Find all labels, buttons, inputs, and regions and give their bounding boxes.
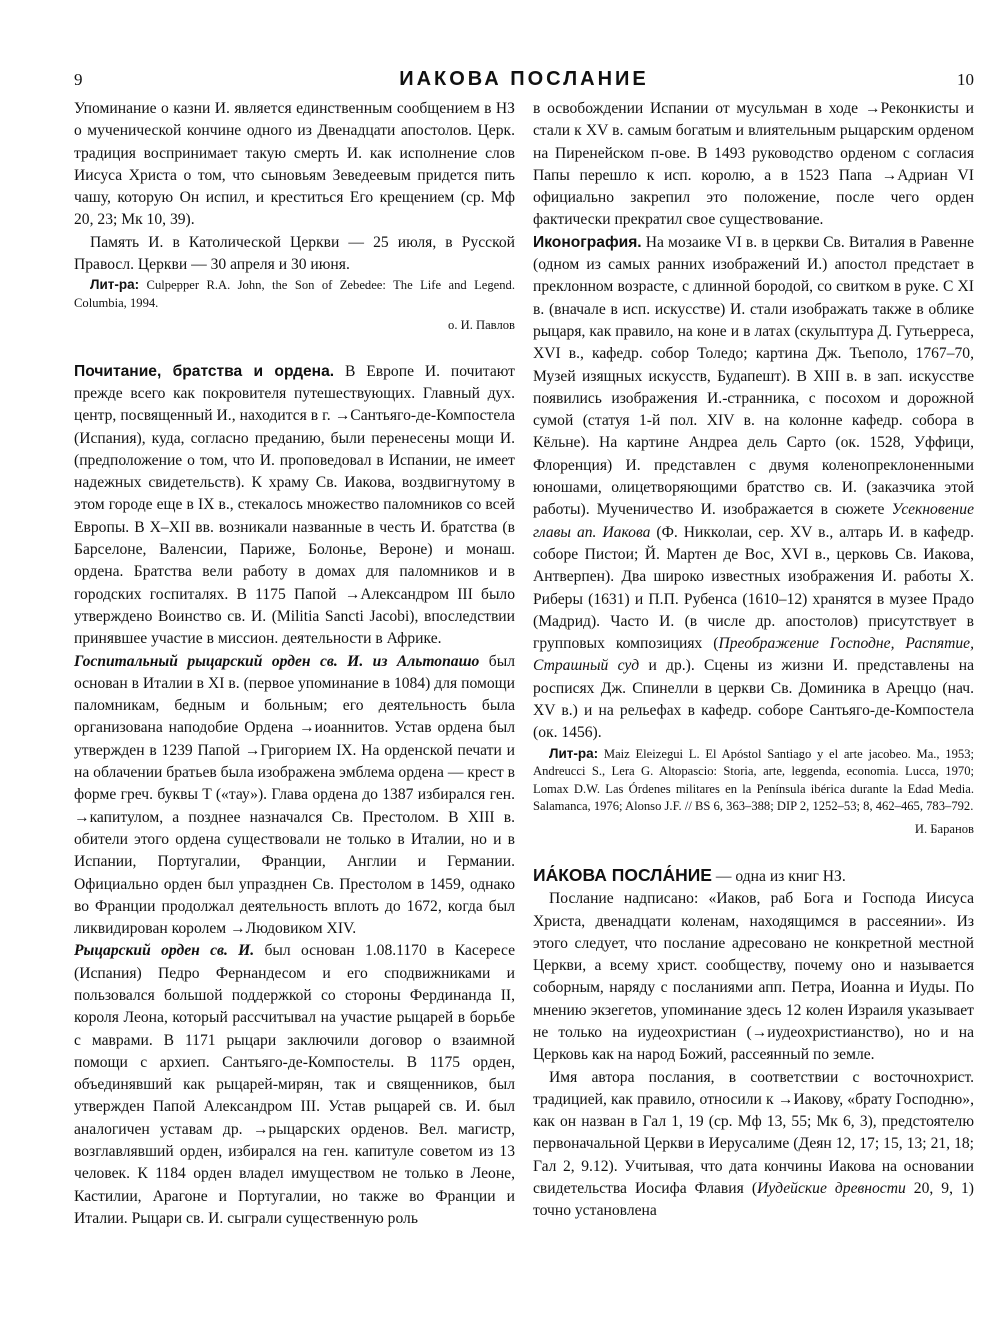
author-signature: И. Баранов (914, 821, 974, 836)
subsection-paragraph (74, 940, 515, 1230)
left-column (74, 98, 515, 1230)
bibliography (533, 745, 974, 816)
page-number-right: 10 (957, 70, 974, 89)
section-paragraph (533, 232, 974, 745)
paragraph-text: В Европе И. почитают прежде всего как покровителя путешествующих. Главный дух. центр, посвященный И., находится в г. →Сантьяго-де-Компостела (Испания), куда, согласно преданию, были перенесены мощи И. (предположение о том, что И. проповедовал в Испании, не имеет надежных свидетельств). К храму Св. Иакова, воздвигнутому в этом городе еще в IX в., стекалось множество паломников со всей Европы. В X–XII вв. возникали названные в честь И. братства (в Барселоне, Валенсии, Париже, Болонье, Вероне) и монаш. ордена. Братства вели работу в домах для паломников и в городских госпиталях. В 1175 Папой →Александром III было утверждено Воинство св. И. (Militia Sancti Jacobi), впоследствии принявшее участие в миссион. деятельности в Африке. (74, 362, 516, 648)
paragraph-text: На мозаике VI в. в церкви Св. Виталия в Равенне (одном из самых ранних изображений И.) апостол предстает в преклонном возрасте, с длинной бородой, со свитком в руке. С XI в. (вначале в исп. искусстве) И. стали изображать также в облике рыцаря, как правило, на коне и в латах (скульптура Д. Гутьерреса, XVI в., кафедр. собор Толедо; картина Дж. Тьеполо, 1767–70, Музей изящных искусств, Будапешт). В XIII в. в зап. искусстве появились изображения И.-странника, с посохом и дорожной сумой (статуя 1-й пол. XIV в. на колонне кафедр. собора в Кёльне). На картине Андреа дель Сарто (ок. 1528, Уффици, Флоренция) И. представлен с двумя коленопреклоненными юношами, олицетворяющими братство св. И. (заказчика этой работы). Мученичество И. изображается в сюжете (533, 233, 974, 519)
book-title: Иудейские древности (757, 1180, 906, 1198)
entry-paragraph (533, 864, 974, 888)
bibliography-text: Culpepper R.A. John, the Son of Zebedee: The Life and Legend. Columbia, 1994. (74, 278, 515, 310)
section-heading: Почитание, братства и ордена. (74, 362, 335, 380)
subsection-heading: Рыцарский орден св. И. (74, 942, 255, 960)
paragraph: Память И. в Католической Церкви — 25 июля, в Русской Правосл. Церкви — 30 апреля и 30 июня. (74, 233, 515, 274)
subsection-paragraph (74, 651, 515, 941)
paragraph-text: 20, 9, 1) точно установлена (533, 1180, 974, 1220)
right-column (533, 98, 974, 1223)
bibliography-label: Лит-ра: (90, 277, 140, 293)
paragraph: в освобождении Испании от мусульман в ходе →Реконкисты и стали к XV в. самым богатым и влиятельным рыцарским орденом на Пиренейском п-ове. В 1493 руководство орденом с согласия Папы перешло к исп. королю, а в 1523 Папа →Адриан VI официально закрепил это положение, после чего орден фактически прекратил свое существование. (533, 100, 974, 229)
artwork-title: Усекновение главы ап. Иакова (533, 501, 974, 541)
author-signature: о. И. Павлов (448, 318, 515, 333)
paragraph-text: был основан 1.08.1170 в Касересе (Испания) Педро Фернандесом и его сподвижниками и пользовался большой поддержкой со стороны Фердинанда II, короля Леона, который рассчитывал на участие рыцарей в борьбе с маврами. В 1171 рыцари заключили договор о взаимной помощи с архиеп. Сантьяго-де-Компостелы. В 1175 орден, объединявший как рыцарей-мирян, так и священников, был утвержден Папой Александром III. Устав рыцарей св. И. был аналогичен уставам др. →рыцарских орденов. Вел. магистр, возглавлявший орден, избирался на ген. капитуле советом из 13 человек. К 1184 орден владел имуществом не только в Леоне, Кастилии, Арагоне и Португалии, но также во Франции и Италии. Рыцари св. И. сыграли существенную роль (74, 942, 516, 1227)
entry-heading: ИА́КОВА ПОСЛА́НИЕ (533, 864, 712, 885)
paragraph: Упоминание о казни И. является единственным сообщением в НЗ о мученической кончине одного из Двенадцати апостолов. Церк. традиция воспринимает такую смерть И. как исполнение слов Иисуса Христа о том, что сыновьям Зеведеевым придется пить чашу, которую Он испил, и креститься Его крещением (ср. Мф 20, 23; Мк 10, 39). (74, 100, 515, 229)
bibliography-label: Лит-ра: (549, 745, 599, 761)
page-number-left: 9 (74, 70, 83, 89)
bibliography (74, 276, 515, 312)
paragraph (533, 1067, 974, 1223)
entry-definition: — одна из книг НЗ. (711, 867, 846, 885)
running-title: ИАКОВА ПОСЛАНИЕ (399, 68, 649, 90)
artwork-title: Преображение Господне, Распятие, Страшный суд (533, 635, 974, 675)
subsection-heading: Госпитальный рыцарский орден св. И. из Альтопашо (74, 652, 480, 670)
paragraph: Послание надписано: «Иаков, раб Бога и Господа Иисуса Христа, двенадцати коленам, находящимся в рассеянии». Из этого следует, что послание адресовано не конкретной местной Церкви, а всему христ. сообществу, почему оно и называется соборным, наряду с посланиями апп. Петра, Иоанна и Иуды. По мнению экзегетов, упоминание здесь 12 колен Израиля указывает не только на иудеохристиан (→иудеохристианство), но и на Церковь как на народ Божий, рассеянный по земле. (533, 890, 974, 1064)
section-paragraph (74, 361, 515, 651)
paragraph-text: (Ф. Никколаи, сер. XV в., алтарь И. в кафедр. соборе Пистои; Й. Мартен де Вос, XVI в., церковь Св. Иакова, Антверпен). Два широко известных изображения И. работы Х. Риберы (1631) и П.П. Рубенса (1610–12) хранятся в музее Прадо (Мадрид). Часто И. (в числе др. апостолов) присутствует в групповых композициях ( (533, 523, 974, 653)
paragraph-text: Имя автора послания, в соответствии с восточнохрист. традицией, как правило, относили к →Иакову, «брату Господню», как он назван в Гал 1, 19 (ср. Мф 13, 55; Мк 6, 3), предстоятелю первоначальной Церкви в Иерусалиме (Деян 12, 17; 15, 13; 21, 18; Гал 2, 9.12). Учитывая, что дата кончины Иакова на основании свидетельства Иосифа Флавия ( (533, 1068, 974, 1198)
section-heading: Иконография. (533, 233, 642, 251)
section-spacer (533, 840, 974, 864)
page-header (74, 70, 974, 96)
paragraph-text: был основан в Италии в XI в. (первое упоминание в 1084) для помощи паломникам, бедным и больным; его деятельность была организована наподобие Ордена →иоаннитов. Устав ордена был утвержден в 1239 Папой →Григорием IX. На орденской печати и на облачении братьев была изображена эмблема ордена — крест в форме греч. буквы T («тау»). Глава ордена до 1387 избирался ген. →капитулом, а позднее назначался Св. Престолом. В XIII в. обители этого ордена существовали не только в Италии, но и в Испании, Португалии, Франции, Англии и Германии. Официально орден был упразднен Св. Престолом в 1459, однако во Франции продолжал деятельность вплоть до 1672, когда был ликвидирован королем →Людовиком XIV. (74, 652, 516, 938)
section-spacer (74, 337, 515, 361)
bibliography-text: Maiz Eleizegui L. El Apóstol Santiago y el arte jacobeo. Ma., 1953; Andreucci S., Lera G. Altopascio: Storia, arte, leggenda, economia. Lucca, 1970; Lomax D.W. Las Órdenes militares en la Península ibérica durante la Edad Media. Salamanca, 1976; Alonso J.F. // BS 6, 363–388; DIP 2, 1252–53; 8, 462–465, 783–792. (533, 746, 974, 814)
paragraph-text: и др.). Сцены из жизни И. представлены на росписях Дж. Спинелли в церкви Св. Доминика в Ареццо (нач. XV в.) и на рельефах в кафедр. соборе Сантьяго-де-Компостела (ок. 1456). (533, 657, 974, 742)
